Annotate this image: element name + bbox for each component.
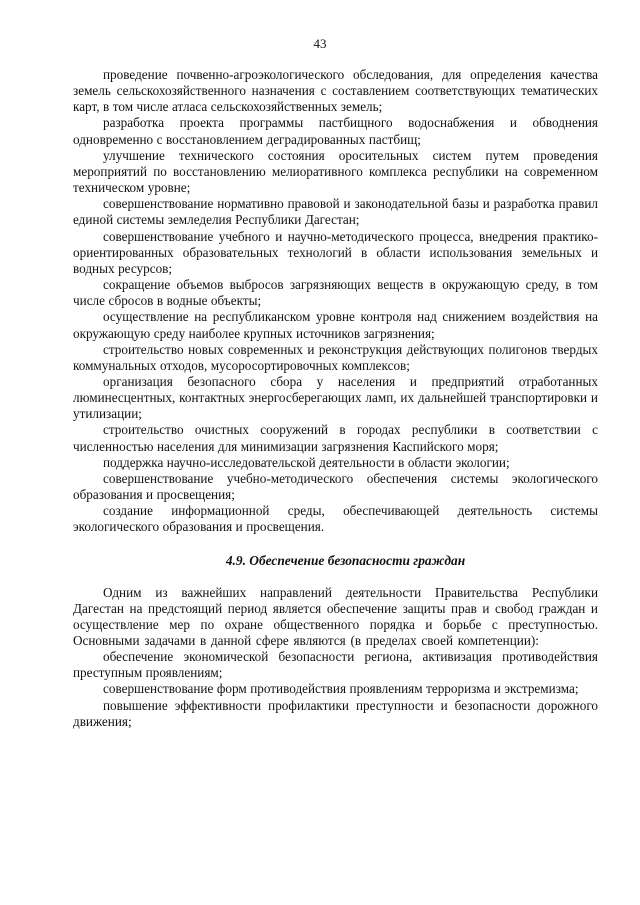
list-item: строительство очистных сооружений в городах республики в соответствии с численностью населения для минимизации загрязнения Каспийского моря; [73,422,598,454]
list-item: повышение эффективности профилактики преступности и безопасности дорожного движения; [73,697,598,729]
list-item: совершенствование нормативно правовой и законодательной базы и разработка правил единой системы земледелия Республики Дагестан; [73,196,598,228]
list-item: строительство новых современных и реконструкция действующих полигонов твердых коммунальных отходов, мусоросортировочных комплексов; [73,341,598,373]
list-item: создание информационной среды, обеспечивающей деятельность системы экологического образования и просвещения. [73,503,598,535]
section-heading: 4.9. Обеспечение безопасности граждан [225,552,466,568]
document-body [73,67,598,730]
list-item: организация безопасного сбора у населения и предприятий отработанных люминесцентных, контактных энергосберегающих ламп, их дальнейшей транспортировки и утилизации; [73,373,598,422]
list-item: совершенствование форм противодействия проявлениям терроризма и экстремизма; [103,681,579,697]
intro-paragraph: Одним из важнейших направлений деятельности Правительства Республики Дагестан на предстоящий период является обеспечение защиты прав и свобод граждан и осуществление мер по охране общественного порядка и борьбе с преступностью. Основными задачами в данной сфере являются (в пределах своей компетенции): [73,584,598,648]
list-item: совершенствование учебного и научно-методического процесса, внедрения практико-ориентированных образовательных технологий в области использования земельных и водных ресурсов; [73,228,598,276]
list-item: обеспечение экономической безопасности региона, активизация противодействия преступным проявлениям; [73,649,598,681]
list-item: улучшение технического состояния оросительных систем путем проведения мероприятий по восстановлению мелиоративного комплекса республики на современном техническом уровне; [73,147,598,196]
list-item: совершенствование учебно-методического обеспечения системы экологического образования и просвещения; [73,470,598,503]
list-item: разработка проекта программы пастбищного водоснабжения и обводнения одновременно с восстановлением деградированных пастбищ; [73,115,598,147]
list-item: проведение почвенно-агроэкологического обследования, для определения качества земель сельскохозяйственного назначения с составлением соответствующих тематических карт, в том числе атласа сельскохозяйственных земель; [73,67,598,115]
page-number: 43 [313,36,327,51]
list-item: поддержка научно-исследовательской деятельности в области экологии; [103,454,510,470]
list-item: сокращение объемов выбросов загрязняющих веществ в окружающую среду, в том числе сбросов в водные объекты; [73,277,598,309]
list-item: осуществление на республиканском уровне контроля над снижением воздействия на окружающую среду наиболее крупных источников загрязнения; [73,309,598,341]
